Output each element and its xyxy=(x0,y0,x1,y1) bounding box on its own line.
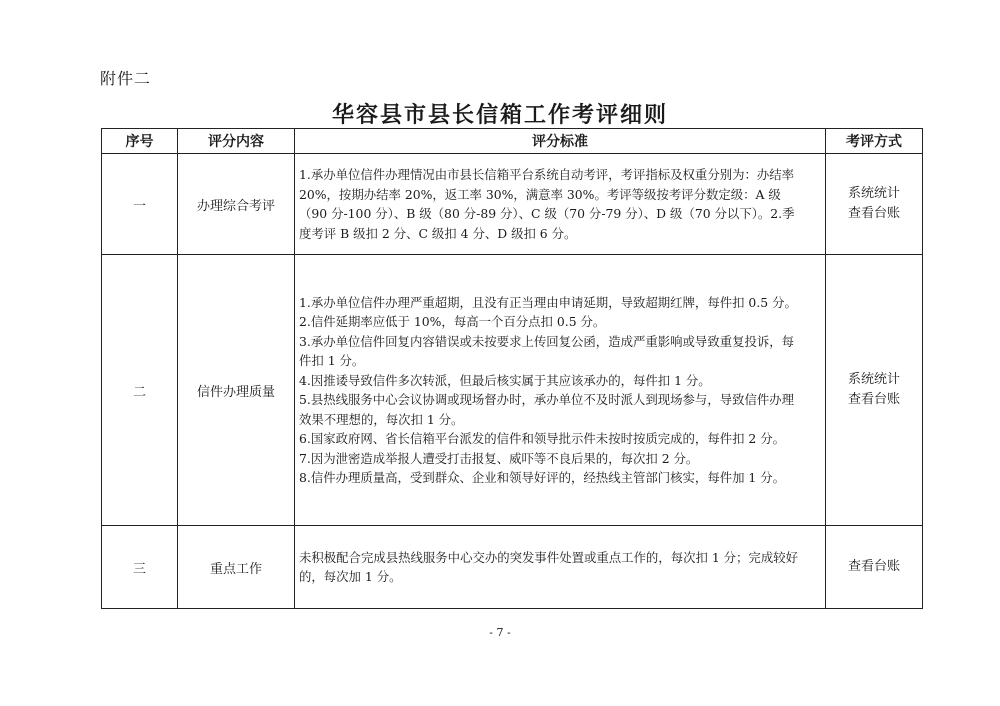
row-number: 一 xyxy=(102,154,178,255)
row-method xyxy=(826,154,923,255)
method-line: 系统统计 xyxy=(847,372,900,387)
standard-item: 6.国家政府网、省长信箱平台派发的信件和领导批示件未按时按质完成的，每件扣 2 分。 xyxy=(299,431,786,446)
standard-item: 2.信件延期率应低于 10%，每高一个百分点扣 0.5 分。 xyxy=(299,314,606,329)
header-method: 考评方式 xyxy=(826,129,923,154)
standard-item: 1.承办单位信件办理严重超期，且没有正当理由申请延期，导致超期红牌，每件扣 0.5 分。 xyxy=(299,294,797,310)
table-row xyxy=(102,255,923,526)
standard-item: 3.承办单位信件回复内容错误或未按要求上传回复公函，造成严重影响或导致重复投诉，每件扣 1 分。 xyxy=(299,333,795,368)
standard-item: 1.承办单位信件办理情况由市县长信箱平台系统自动考评，考评指标及权重分别为：办结率 20%，按期办结率 20%，返工率 30%，满意率 30%。考评等级按考评分数定级：A 级（90 分-100 分）、B 级（80 分-89 分）、C 级（70 分-79 分）、D 级（70 分以下）。2.季度考评 B 级扣 2 分、C 级扣 4 分、D 级扣 6 分。 xyxy=(299,167,795,241)
table-row xyxy=(102,526,923,609)
table-row xyxy=(102,154,923,255)
row-method xyxy=(826,526,923,609)
standard-item: 7.因为泄密造成举报人遭受打击报复、威吓等不良后果的，每次扣 2 分。 xyxy=(299,450,699,466)
row-number: 三 xyxy=(102,526,178,609)
method-line: 查看台账 xyxy=(847,559,900,574)
row-standard xyxy=(295,526,826,609)
row-content: 办理综合考评 xyxy=(178,154,295,255)
standard-item: 8.信件办理质量高，受到群众、企业和领导好评的，经热线主管部门核实，每件加 1 分。 xyxy=(299,470,786,485)
document-title: 华容县市县长信箱工作考评细则 xyxy=(331,103,668,128)
row-method xyxy=(826,255,923,526)
standard-item: 未积极配合完成县热线服务中心交办的突发事件处置或重点工作的，每次扣 1 分；完成较好的，每次加 1 分。 xyxy=(299,549,798,584)
row-number: 二 xyxy=(102,255,178,526)
standard-item: 4.因推诿导致信件多次转派，但最后核实属于其应该承办的，每件扣 1 分。 xyxy=(299,372,711,388)
method-line: 系统统计 xyxy=(847,186,900,201)
header-content: 评分内容 xyxy=(178,129,295,154)
method-line: 查看台账 xyxy=(847,392,900,407)
header-standard: 评分标准 xyxy=(295,129,826,154)
row-content: 信件办理质量 xyxy=(178,255,295,526)
attachment-label: 附件二 xyxy=(100,69,152,88)
row-standard xyxy=(295,255,826,526)
table-header-row xyxy=(102,129,923,154)
evaluation-table xyxy=(101,128,923,609)
row-content: 重点工作 xyxy=(178,526,295,609)
header-number: 序号 xyxy=(102,129,178,154)
page-number: - 7 - xyxy=(489,626,511,639)
standard-item: 5.县热线服务中心会议协调或现场督办时，承办单位不及时派人到现场参与，导致信件办理效果不理想的，每次扣 1 分。 xyxy=(299,392,795,427)
row-standard xyxy=(295,154,826,255)
method-line: 查看台账 xyxy=(847,206,900,221)
